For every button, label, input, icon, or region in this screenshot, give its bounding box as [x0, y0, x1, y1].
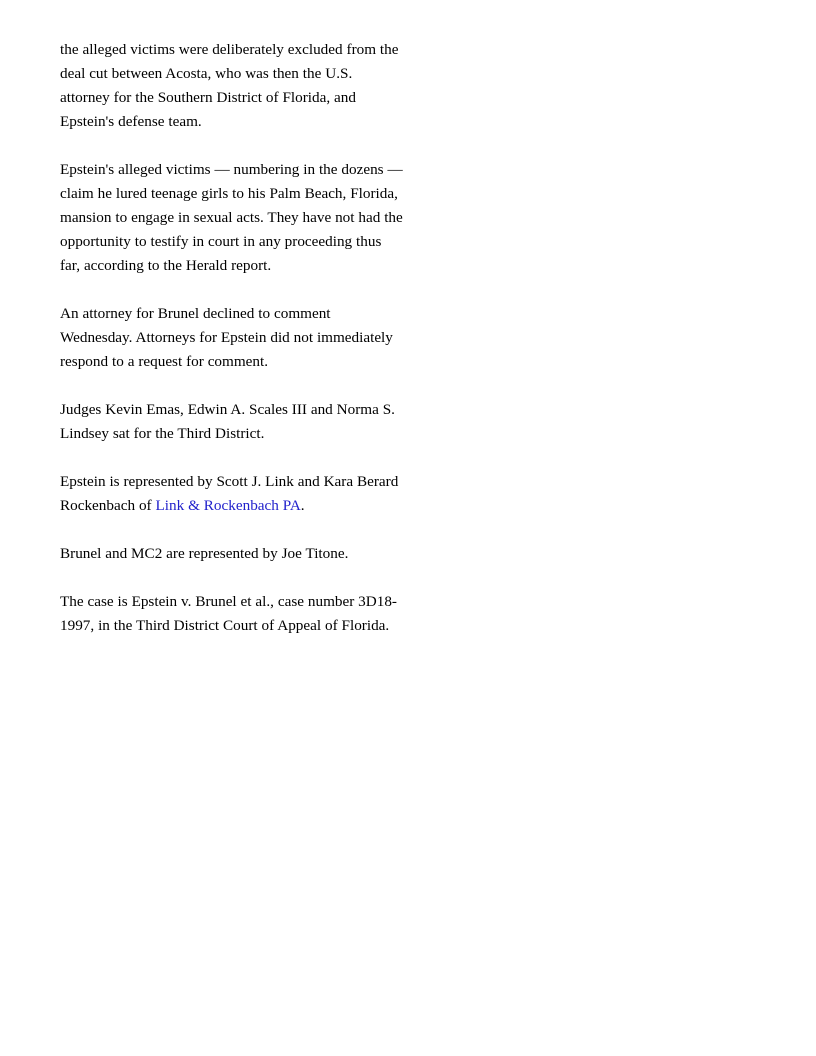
counsel-trailing-text: .	[300, 497, 305, 514]
paragraph-brunel-counsel: Brunel and MC2 are represented by Joe Titone.	[60, 545, 349, 562]
paragraph-case-citation: The case is Epstein v. Brunel et al., case number 3D18-1997, in the Third District Court of Appeal of Florida.	[60, 593, 397, 634]
paragraph-alleged-victims: Epstein's alleged victims — numbering in the dozens — claim he lured teenage girls to his Palm Beach, Florida, mansion to engage in sexual acts. They have not had the opportunity to testify in court in any proceeding thus far, according to the Herald report.	[60, 161, 403, 274]
paragraph-excluded-from-deal: the alleged victims were deliberately excluded from the deal cut between Acosta, who was then the U.S. attorney for the Southern District of Florida, and Epstein's defense team.	[60, 41, 399, 130]
paragraph-epstein-counsel	[60, 470, 405, 518]
article-body	[60, 38, 405, 638]
counsel-lead-text: Epstein is represented by Scott J. Link and Kara Berard Rockenbach of	[60, 473, 399, 514]
paragraph-judges-panel: Judges Kevin Emas, Edwin A. Scales III and Norma S. Lindsey sat for the Third District.	[60, 401, 395, 442]
paragraph-attorney-comment: An attorney for Brunel declined to comment Wednesday. Attorneys for Epstein did not immediately respond to a request for comment.	[60, 305, 393, 370]
law-firm-link[interactable]: Link & Rockenbach PA	[155, 497, 301, 514]
